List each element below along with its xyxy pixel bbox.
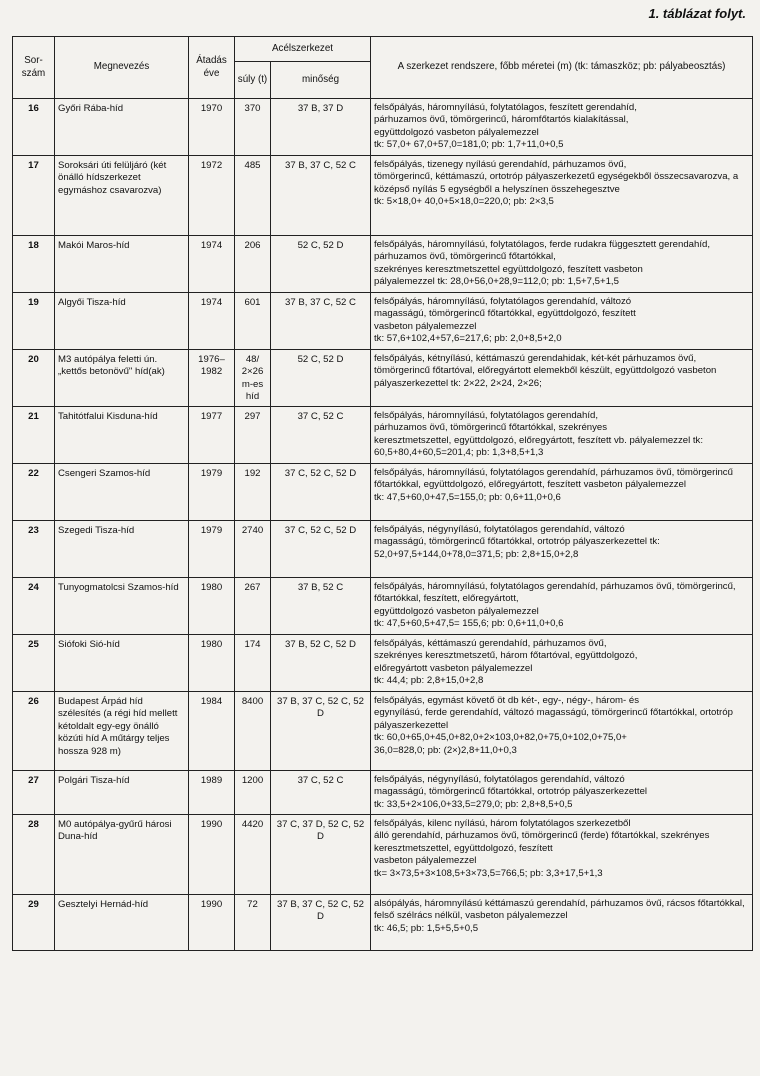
table-row bbox=[13, 99, 753, 156]
handover-year: 1974 bbox=[189, 236, 235, 293]
table-row bbox=[13, 635, 753, 692]
steel-quality: 37 B, 37 C, 52 C, 52 D bbox=[271, 692, 371, 771]
table-caption: 1. táblázat folyt. bbox=[648, 6, 746, 21]
header-num: Sor- szám bbox=[13, 37, 55, 99]
description-line: tk: 57,0+ 67,0+57,0=181,0; pb: 1,7+11,0+0,5 bbox=[374, 139, 564, 151]
handover-year: 1990 bbox=[189, 815, 235, 895]
row-number: 23 bbox=[13, 521, 55, 578]
table-body bbox=[13, 99, 753, 951]
structure-description bbox=[371, 521, 753, 578]
description-line: vasbeton pályalemezzel bbox=[374, 320, 477, 332]
table-row bbox=[13, 293, 753, 350]
description-line: felsőpályás, háromnyílású, folytatólagos gerendahíd, párhuzamos övű, tömörgerincű főtartókkal, együttdolgozó, előregyártott, feszített vasbeton pályalemezzel bbox=[374, 467, 733, 491]
description-line: felsőpályás, háromnyílású, folytatólagos gerendahíd, bbox=[374, 410, 599, 421]
bridge-name: M3 autópálya feletti ún. „kettős betonövű" híd(ak) bbox=[55, 350, 189, 407]
handover-year: 1976–1982 bbox=[189, 350, 235, 407]
description-line: álló gerendahíd, párhuzamos övű, tömörgerincű (ferde) főtartókkal, szekrényes keresztmetszettel, együttdolgozó, feszített bbox=[374, 830, 710, 854]
description-line: együttdolgozó vasbeton pályalemezzel bbox=[374, 126, 539, 138]
description-line: felsőpályás, háromnyílású, folytatólagos, feszített gerendahíd, bbox=[374, 102, 637, 113]
bridge-table bbox=[12, 36, 753, 951]
steel-quality: 52 C, 52 D bbox=[271, 236, 371, 293]
handover-year: 1980 bbox=[189, 578, 235, 635]
description-line: tk: 47,5+60,5+47,5= 155,6; pb: 0,6+11,0+0,6 bbox=[374, 618, 564, 630]
structure-description bbox=[371, 692, 753, 771]
row-number: 18 bbox=[13, 236, 55, 293]
steel-quality: 37 B, 37 C, 52 C bbox=[271, 293, 371, 350]
description-line: tk: 47,5+60,0+47,5=155,0; pb: 0,6+11,0+0,6 bbox=[374, 491, 561, 503]
description-line: felsőpályás, négynyílású, folytatólagos gerendahíd, változó bbox=[374, 774, 625, 785]
bridge-name: Budapest Árpád híd szélesítés (a régi híd mellett kétoldalt egy-egy önálló közúti híd A műtárgy teljes hossza 928 m) bbox=[55, 692, 189, 771]
steel-quality: 52 C, 52 D bbox=[271, 350, 371, 407]
steel-mass: 4420 bbox=[235, 815, 271, 895]
description-line: pályalemezzel tk: 28,0+56,0+28,9=112,0; pb: 1,5+7,5+1,5 bbox=[374, 276, 619, 288]
structure-description bbox=[371, 815, 753, 895]
description-line: vasbeton pályalemezzel bbox=[374, 855, 477, 867]
bridge-name: Makói Maros-híd bbox=[55, 236, 189, 293]
steel-mass: 601 bbox=[235, 293, 271, 350]
bridge-name: Soroksári úti felüljáró (két önálló hídszerkezet egymáshoz csavarozva) bbox=[55, 156, 189, 236]
description-line: felsőpályás, háromnyílású, folytatólagos gerendahíd, párhuzamos övű, tömörgerincű, főtartókkal, feszített, előregyártott, bbox=[374, 581, 736, 605]
steel-quality: 37 B, 37 C, 52 C bbox=[271, 156, 371, 236]
table-row bbox=[13, 771, 753, 815]
steel-quality: 37 B, 52 C, 52 D bbox=[271, 635, 371, 692]
description-line: magasságú, tömörgerincű főtartókkal, ortotróp pályaszerkezettel bbox=[374, 786, 648, 798]
header-steel: Acélszerkezet bbox=[235, 37, 371, 62]
table-row bbox=[13, 156, 753, 236]
description-line: keresztmetszettel, együttdolgozó, előregyártott, feszített vb. pályalemezzel tk: 60,5+80,4+60,5=201,4; pb: 1,3+8,5+1,3 bbox=[374, 434, 704, 459]
bridge-name: Tunyogmatolcsi Szamos-híd bbox=[55, 578, 189, 635]
description-line: 36,0=828,0; pb: (2×)2,8+11,0+0,3 bbox=[374, 744, 517, 756]
table-row bbox=[13, 815, 753, 895]
row-number: 29 bbox=[13, 895, 55, 951]
steel-mass: 48/ 2×26 m-es híd bbox=[235, 350, 271, 407]
description-line: tk: 46,5; pb: 1,5+5,5+0,5 bbox=[374, 922, 479, 934]
header-year: Átadás éve bbox=[189, 37, 235, 99]
description-line: felsőpályás, négynyílású, folytatólagos gerendahíd, változó bbox=[374, 524, 625, 535]
handover-year: 1980 bbox=[189, 635, 235, 692]
description-line: alsópályás, háromnyílású kéttámaszú gerendahíd, párhuzamos övű, rácsos főtartókkal, felső szélrács nélkül, vasbeton pályalemezzel bbox=[374, 898, 745, 922]
bridge-name: M0 autópálya-gyűrű hárosi Duna-híd bbox=[55, 815, 189, 895]
row-number: 19 bbox=[13, 293, 55, 350]
handover-year: 1989 bbox=[189, 771, 235, 815]
description-line: tk: 57,6+102,4+57,6=217,6; pb: 2,0+8,5+2,0 bbox=[374, 333, 562, 345]
structure-description bbox=[371, 350, 753, 407]
description-line: felsőpályás, háromnyílású, folytatólagos, ferde rudakra függesztett gerendahíd, párhuzamos övű, tömörgerincű főtartókkal, bbox=[374, 239, 710, 263]
row-number: 20 bbox=[13, 350, 55, 407]
handover-year: 1972 bbox=[189, 156, 235, 236]
row-number: 16 bbox=[13, 99, 55, 156]
bridge-name: Győri Rába-híd bbox=[55, 99, 189, 156]
row-number: 17 bbox=[13, 156, 55, 236]
structure-description bbox=[371, 578, 753, 635]
steel-quality: 37 C, 52 C, 52 D bbox=[271, 464, 371, 521]
steel-mass: 370 bbox=[235, 99, 271, 156]
table-row bbox=[13, 464, 753, 521]
bridge-name: Gesztelyi Hernád-híd bbox=[55, 895, 189, 951]
steel-quality: 37 C, 52 C bbox=[271, 407, 371, 464]
handover-year: 1970 bbox=[189, 99, 235, 156]
row-number: 24 bbox=[13, 578, 55, 635]
handover-year: 1974 bbox=[189, 293, 235, 350]
steel-mass: 192 bbox=[235, 464, 271, 521]
description-line: szekrényes keresztmetszettel együttdolgozó, feszített vasbeton bbox=[374, 263, 643, 275]
steel-quality: 37 C, 37 D, 52 C, 52 D bbox=[271, 815, 371, 895]
row-number: 27 bbox=[13, 771, 55, 815]
description-line: felsőpályás, háromnyílású, folytatólagos gerendahíd, változó bbox=[374, 296, 632, 307]
description-line: tk: 33,5+2×106,0+33,5=279,0; pb: 2,8+8,5+0,5 bbox=[374, 798, 573, 810]
description-line: szekrényes keresztmetszetű, három főtartóval, együttdolgozó, bbox=[374, 650, 638, 662]
structure-description bbox=[371, 293, 753, 350]
bridge-name: Polgári Tisza-híd bbox=[55, 771, 189, 815]
row-number: 26 bbox=[13, 692, 55, 771]
description-line: magasságú, tömörgerincű főtartókkal, ortotróp pályaszerkezettel tk: 52,0+97,5+144,0+78,0=371,5; pb: 2,8+15,0+2,8 bbox=[374, 536, 660, 560]
description-line: tk: 44,4; pb: 2,8+15,0+2,8 bbox=[374, 675, 484, 687]
structure-description bbox=[371, 635, 753, 692]
bridge-name: Algyői Tisza-híd bbox=[55, 293, 189, 350]
header-row bbox=[13, 37, 753, 62]
table-row bbox=[13, 578, 753, 635]
header-desc: A szerkezet rendszere, főbb méretei (m) (tk: támaszköz; pb: pályabeosztás) bbox=[371, 37, 753, 99]
table-row bbox=[13, 521, 753, 578]
description-line: egynyílású, ferde gerendahíd, változó magasságú, tömörgerincű főtartókkal, ortotróp pályaszerkezettel bbox=[374, 707, 733, 731]
header-quality: minőség bbox=[271, 62, 371, 99]
bridge-name: Szegedi Tisza-híd bbox=[55, 521, 189, 578]
description-line: felsőpályás, tizenegy nyílású gerendahíd, párhuzamos övű, bbox=[374, 159, 627, 170]
structure-description bbox=[371, 99, 753, 156]
steel-quality: 37 C, 52 C, 52 D bbox=[271, 521, 371, 578]
steel-quality: 37 B, 37 C, 52 C, 52 D bbox=[271, 895, 371, 951]
handover-year: 1979 bbox=[189, 464, 235, 521]
handover-year: 1984 bbox=[189, 692, 235, 771]
structure-description bbox=[371, 236, 753, 293]
steel-mass: 174 bbox=[235, 635, 271, 692]
row-number: 25 bbox=[13, 635, 55, 692]
steel-mass: 8400 bbox=[235, 692, 271, 771]
structure-description bbox=[371, 156, 753, 236]
steel-quality: 37 B, 37 D bbox=[271, 99, 371, 156]
row-number: 22 bbox=[13, 464, 55, 521]
row-number: 28 bbox=[13, 815, 55, 895]
description-line: együttdolgozó vasbeton pályalemezzel bbox=[374, 605, 539, 617]
description-line: párhuzamos övű, tömörgerincű főtartókkal, szekrényes bbox=[374, 422, 608, 434]
table-row bbox=[13, 236, 753, 293]
header-mass: súly (t) bbox=[235, 62, 271, 99]
structure-description bbox=[371, 895, 753, 951]
steel-mass: 297 bbox=[235, 407, 271, 464]
bridge-name: Siófoki Sió-híd bbox=[55, 635, 189, 692]
description-line: felsőpályás, kilenc nyílású, három folytatólagos szerkezetből bbox=[374, 818, 631, 829]
header-name: Megnevezés bbox=[55, 37, 189, 99]
steel-mass: 2740 bbox=[235, 521, 271, 578]
description-line: tk: 60,0+65,0+45,0+82,0+2×103,0+82,0+75,0+102,0+75,0+ bbox=[374, 732, 627, 744]
steel-mass: 72 bbox=[235, 895, 271, 951]
bridge-name: Csengeri Szamos-híd bbox=[55, 464, 189, 521]
structure-description bbox=[371, 771, 753, 815]
steel-mass: 485 bbox=[235, 156, 271, 236]
description-line: felsőpályás, kétnyílású, kéttámaszú gerendahidak, két-két párhuzamos övű, tömörgerincű főtartóval, előregyártott elemekből készült, együttdolgozó vasbeton pályaszerkezettel tk: 2×22, 2×24, 2×26; bbox=[374, 353, 717, 389]
steel-quality: 37 B, 52 C bbox=[271, 578, 371, 635]
bridge-name: Tahitótfalui Kisduna-híd bbox=[55, 407, 189, 464]
steel-mass: 1200 bbox=[235, 771, 271, 815]
handover-year: 1979 bbox=[189, 521, 235, 578]
table-row bbox=[13, 350, 753, 407]
steel-mass: 267 bbox=[235, 578, 271, 635]
description-line: párhuzamos övű, tömörgerincű, háromfőtartós kialakítással, bbox=[374, 114, 629, 126]
structure-description bbox=[371, 407, 753, 464]
steel-quality: 37 C, 52 C bbox=[271, 771, 371, 815]
structure-description bbox=[371, 464, 753, 521]
row-number: 21 bbox=[13, 407, 55, 464]
handover-year: 1977 bbox=[189, 407, 235, 464]
description-line: tk: 5×18,0+ 40,0+5×18,0=220,0; pb: 2×3,5 bbox=[374, 196, 554, 208]
table-row bbox=[13, 407, 753, 464]
steel-mass: 206 bbox=[235, 236, 271, 293]
description-line: magasságú, tömörgerincű főtartókkal, együttdolgozó, feszített bbox=[374, 308, 636, 320]
description-line: tömörgerincű, kéttámaszú, ortotróp pályaszerkezetű egységekből összecsavarozva, a középső nyílás 5 egységből a helyszínen összehegesztve bbox=[374, 171, 739, 195]
table-row bbox=[13, 692, 753, 771]
table-row bbox=[13, 895, 753, 951]
handover-year: 1990 bbox=[189, 895, 235, 951]
description-line: tk= 3×73,5+3×108,5+3×73,5=766,5; pb: 3,3+17,5+1,3 bbox=[374, 867, 603, 879]
description-line: felsőpályás, egymást követő öt db két-, egy-, négy-, három- és bbox=[374, 695, 640, 706]
description-line: előregyártott vasbeton pályalemezzel bbox=[374, 662, 533, 674]
description-line: felsőpályás, kéttámaszú gerendahíd, párhuzamos övű, bbox=[374, 638, 607, 649]
